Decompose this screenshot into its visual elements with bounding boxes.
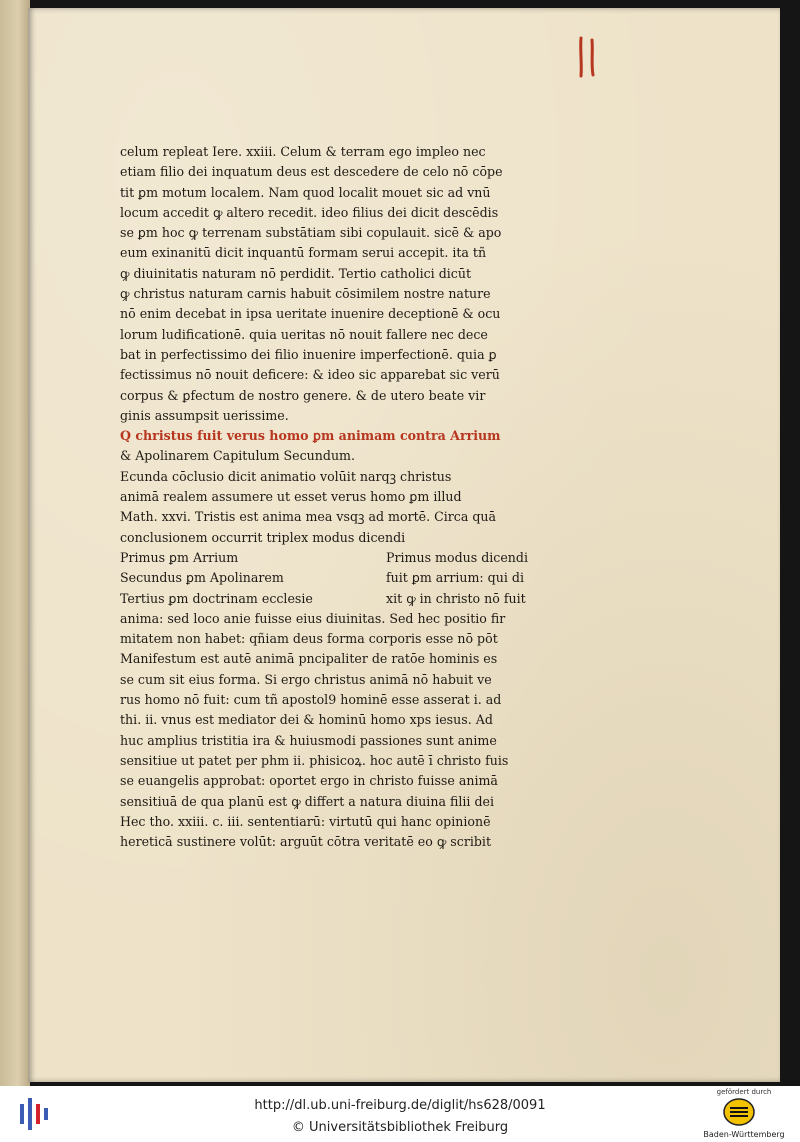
text-paragraph-middle: [120, 467, 590, 548]
text-line-bottom-10: sensitiuā de qua planū est ꝙ differt a natura diuina filii dei: [120, 793, 494, 809]
column-left-text: Primus ꝑm Arrium: [120, 549, 239, 565]
funder-name: Baden-Württemberg: [703, 1130, 785, 1139]
text-line-middle-1: Ecunda cōclusio dicit animatio volūit narqꝫ christus: [120, 468, 452, 484]
text-line-bottom-7: huc amplius tristitia ira & huiusmodi passiones sunt anime: [120, 732, 497, 748]
text-line-bottom-2: mitatem non habet: qñiam deus forma corporis esse nō pōt: [120, 631, 498, 647]
footer-bar: [0, 1086, 800, 1142]
text-line-top-9: nō enim decebat in ipsa ueritate inuenire deceptionē & ocu: [120, 306, 501, 322]
text-line-top-1: celum repleat Iere. xxiii. Celum & terram ego impleo nec: [120, 144, 486, 159]
column-row: [120, 589, 590, 609]
text-paragraph-top: [120, 142, 590, 426]
text-line-top-8: ꝙ christus naturam carnis habuit cōsimilem nostre nature: [120, 286, 491, 302]
text-line-bottom-6: thi. ii. vnus est mediator dei & hominū homo xps iesus. Ad: [120, 712, 493, 728]
column-right-text: xit ꝙ in christo nō fuit: [386, 590, 526, 606]
text-line-bottom-8: sensitiue ut patet per phm ii. phisicoꝝ. hoc autē ī christo fuis: [120, 752, 509, 768]
document-url-link[interactable]: http://dl.ub.uni-freiburg.de/diglit/hs628/0091: [254, 1098, 546, 1113]
chapter-heading-line-1: Q christus fuit verus homo ꝑm animam contra Arrium: [120, 428, 501, 444]
text-line-top-10: lorum ludificationē. quia ueritas nō nouit fallere nec dece: [120, 326, 488, 342]
text-line-top-12: fectissimus nō nouit deficere: & ideo sic apparebat sic verū: [120, 367, 500, 383]
text-line-bottom-1: anima: sed loco anie fuisse eius diuinitas. Sed hec positio fir: [120, 610, 506, 626]
red-folio-mark-icon: [576, 36, 600, 78]
text-line-top-14: ginis assumpsit uerissime.: [120, 407, 289, 423]
text-line-bottom-4: se cum sit eius forma. Si ergo christus animā nō habuit ve: [120, 671, 492, 687]
text-line-bottom-3: Manifestum est autē animā pncipaliter de ratōe hominis es: [120, 651, 498, 667]
text-line-bottom-9: se euangelis approbat: oportet ergo in christo fuisse animā: [120, 773, 498, 789]
two-column-section: [120, 548, 590, 609]
text-line-middle-3: Math. xxvi. Tristis est anima mea vsqꝫ ad mortē. Circa quā: [120, 509, 497, 525]
text-line-top-6: eum exinanitū dicit inquantū formam serui accepit. ita tñ: [120, 245, 487, 261]
chapter-heading-line-2: & Apolinarem Capitulum Secundum.: [120, 448, 356, 464]
text-line-bottom-12: hereticā sustinere volūt: arguūt cōtra veritatē eo ꝙ scribit: [120, 834, 492, 850]
column-row: [120, 568, 590, 588]
manuscript-text: [120, 142, 590, 852]
column-left-text: Tertius ꝑm doctrinam ecclesie: [120, 590, 313, 606]
previous-page-edge: [0, 0, 30, 1086]
text-line-middle-4: conclusionem occurrit triplex modus dicendi: [120, 529, 406, 545]
text-line-bottom-5: rus homo nō fuit: cum tñ apostol9 hominē esse asserat i. ad: [120, 692, 502, 708]
text-line-top-11: bat in perfectissimo dei filio inuenire imperfectionē. quia ꝑ: [120, 346, 497, 362]
column-right-text: fuit ꝑm arrium: qui di: [386, 570, 524, 586]
text-paragraph-bottom: [120, 609, 590, 853]
text-line-middle-2: animā realem assumere ut esset verus homo ꝑm illud: [120, 489, 462, 505]
copyright-text: © Universitätsbibliothek Freiburg: [291, 1120, 509, 1135]
baden-wuerttemberg-coat-of-arms-icon: [722, 1097, 756, 1127]
text-line-top-3: tit ꝑm motum localem. Nam quod localit mouet sic ad vnū: [120, 184, 491, 200]
column-left-text: Secundus ꝑm Apolinarem: [120, 570, 284, 586]
text-line-top-2: etiam filio dei inquatum deus est descedere de celo nō cōpe: [120, 164, 503, 180]
funder-label: gefördert durch: [716, 1088, 772, 1096]
text-line-top-13: corpus & ꝑfectum de nostro genere. & de utero beate vir: [120, 387, 486, 403]
column-row: [120, 548, 590, 568]
text-line-bottom-11: Hec tho. xxiii. c. iii. sententiarū: virtutū qui hanc opinionē: [120, 813, 491, 829]
text-line-top-4: locum accedit ꝙ altero recedit. ideo filius dei dicit descēdis: [120, 204, 499, 220]
text-line-top-7: ꝙ diuinitatis naturam nō perdidit. Tertio catholici dicūt: [120, 265, 472, 281]
text-line-top-5: se ꝑm hoc ꝙ terrenam substātiam sibi copulauit. sicē & apo: [120, 225, 502, 241]
column-right-text: Primus modus dicendi: [386, 549, 528, 565]
